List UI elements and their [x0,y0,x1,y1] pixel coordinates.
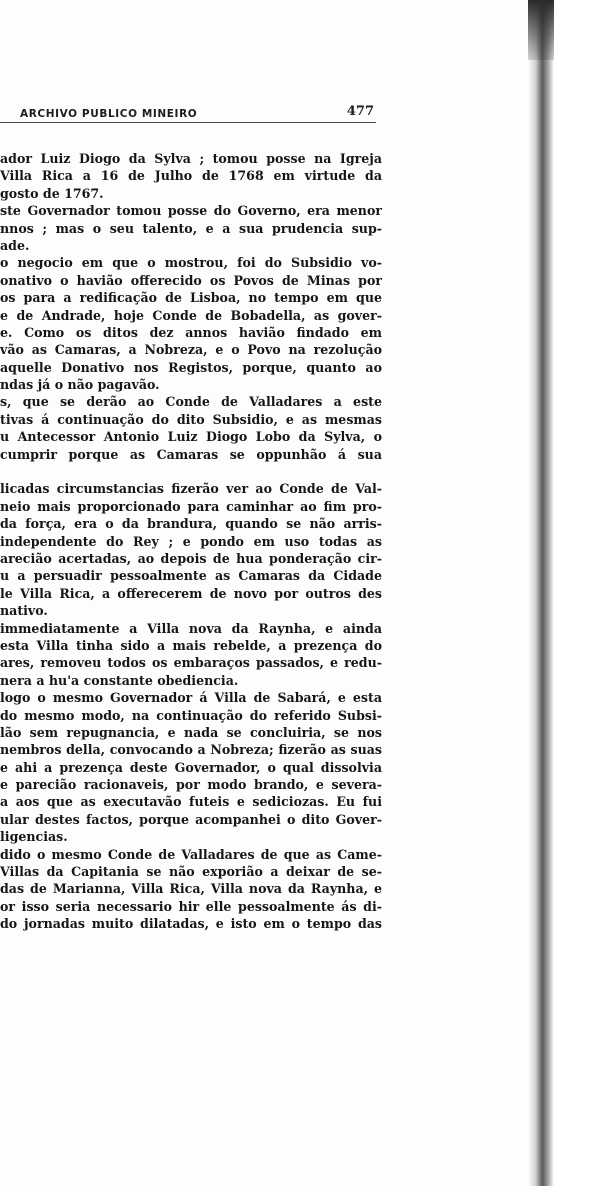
text-line: s, que se derão ao Conde de Valladares a este [0,394,382,410]
text-line: or isso seria necessario hir elle pessoalmente ás di- [0,898,382,914]
text-line: e de Andrade, hoje Conde de Bobadella, as gover- [0,307,382,323]
text-line: Villas da Capitania se não exporião a deixar de se- [0,864,382,880]
text-line: a aos que as executavão futeis e sediciozas. Eu fui [0,794,382,810]
header-rule [0,122,376,123]
text-line: aquelle Donativo nos Registos, porque, quanto ao [0,359,382,375]
text-line: e parecião racionaveis, por modo brando, e severa- [0,777,382,793]
text-line: nativo. [0,603,48,619]
text-line: onativo o havião offerecido os Povos de Minas por [0,272,382,288]
page-number: 477 [346,104,374,119]
text-line [0,463,382,480]
running-head: ARCHIVO PUBLICO MINEIRO [20,108,198,120]
page-right-margin [554,0,616,1186]
text-line: ligencias. [0,829,68,845]
text-line: ular destes factos, porque acompanhei o dito Gover- [0,811,382,827]
text-line: independente do Rey ; e pondo em uso todas as [0,533,382,549]
text-line: os para a redificação de Lisboa, no tempo em que [0,290,382,306]
book-spine-top-shadow [528,0,554,60]
text-line: u a persuadir pessoalmente as Camaras da Cidade [0,568,382,584]
text-line: das de Marianna, Villa Rica, Villa nova da Raynha, e [0,881,382,897]
text-line: esta Villa tinha sido a mais rebelde, a prezença do [0,637,382,653]
body-text [0,150,382,933]
text-line: gosto de 1767. [0,185,104,201]
text-line: o negocio em que o mostrou, foi do Subsidio vo- [0,255,382,271]
text-line: lão sem repugnancia, e nada se concluiria, se nos [0,724,382,740]
text-line: neio mais proporcionado para caminhar ao fim pro- [0,498,382,514]
book-spine-shadow [528,0,554,1186]
text-line: Villa Rica a 16 de Julho de 1768 em virtude da [0,168,382,184]
text-line: ares, removeu todos os embaraços passados, e redu- [0,655,382,671]
text-line: ndas já o não pagavão. [0,377,160,393]
text-line: logo o mesmo Governador á Villa de Sabará, e esta [0,690,382,706]
text-line: do mesmo modo, na continuação do referido Subsi- [0,707,382,723]
text-line: ade. [0,237,30,253]
text-line: nembros della, convocando a Nobreza; fizerão as suas [0,742,382,758]
text-line: nera a hu'a constante obediencia. [0,672,239,688]
text-line: e. Como os ditos dez annos havião findado em [0,324,382,340]
page-header [20,104,374,124]
text-line: le Villa Rica, a offerecerem de novo por outros des [0,585,382,601]
text-line: da força, era o da brandura, quando se não arris- [0,516,382,532]
text-line: do jornadas muito dilatadas, e isto em o tempo das [0,916,382,932]
text-line: licadas circumstancias fizerão ver ao Conde de Val- [0,481,382,497]
text-line: arecião acertadas, ao depois de hua ponderação cir- [0,550,382,566]
text-line: ador Luiz Diogo da Sylva ; tomou posse na Igreja [0,151,382,166]
text-line: ste Governador tomou posse do Governo, era menor [0,203,382,219]
text-line: vão as Camaras, a Nobreza, e o Povo na rezolução [0,342,382,358]
text-line: nnos ; mas o seu talento, e a sua prudencia sup- [0,220,382,236]
text-line: tivas á continuação do dito Subsidio, e as mesmas [0,411,382,427]
text-line: dido o mesmo Conde de Valladares de que as Came- [0,846,382,862]
text-line: immediatamente a Villa nova da Raynha, e ainda [0,620,382,636]
text-line: u Antecessor Antonio Luiz Diogo Lobo da Sylva, o [0,429,382,445]
text-line: cumprir porque as Camaras se oppunhão á sua [0,446,382,462]
text-line: e ahi a prezença deste Governador, o qual dissolvia [0,759,382,775]
